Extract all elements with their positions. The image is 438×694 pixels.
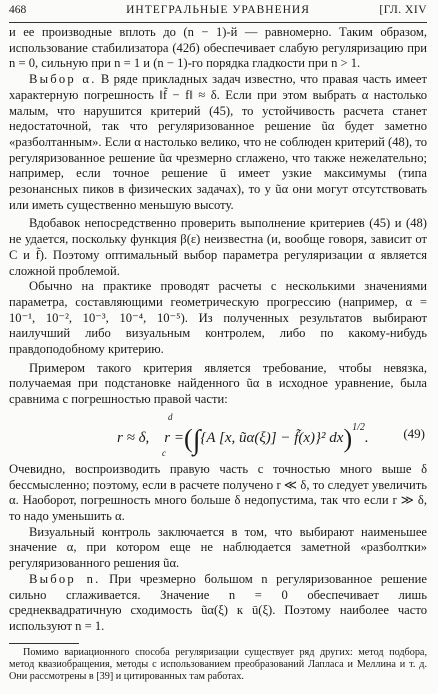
equation-49 xyxy=(9,408,427,462)
integral-lower-limit: c xyxy=(162,447,166,458)
paragraph-practice: Обычно на практике проводят расчеты с несколькими значениями параметра, составляющими геометрическую прогрессию (например, α = 10⁻¹, 10⁻², 10⁻³, 10⁻⁴, 10⁻⁵). Из полученных результатов выбирают наилучший либо визуальным контролем, либо по какому-нибудь правдоподобному критерию. xyxy=(9,279,427,357)
equation-r: r = xyxy=(164,429,185,446)
equation-formula: r ≈ δ, r =(∫{A [x, ũα(ξ)] − f̃(x)}² dx)$^{1/2}$. xyxy=(117,421,369,456)
equation-lhs: r ≈ δ, xyxy=(117,429,150,446)
footnote-rule xyxy=(9,643,79,644)
running-title: ИНТЕГРАЛЬНЫЕ УРАВНЕНИЯ xyxy=(126,4,310,16)
equation-integrand: {A [x, ũα(ξ)] − f̃(x)}² dx xyxy=(200,429,344,446)
equation-number: (49) xyxy=(403,425,425,441)
paragraph-n-choice xyxy=(9,572,427,635)
paragraph-obviously: Очевидно, воспроизводить правую часть с точностью много выше δ бессмысленно; поэтому, если в расчете получено r ≪ δ, то следует увеличить α. Наоборот, погрешность много больше δ недопустима, так что если r ≫ δ, то надо уменьшить α. xyxy=(9,461,427,523)
header-rule xyxy=(9,22,427,23)
paragraph-visual-control: Визуальный контроль заключается в том, что выбирают наименьшее значение α, при котором еще не наблюдается заметной «разболтки» регуляризованного решения ũα. xyxy=(9,524,427,571)
page-number: 468 xyxy=(9,4,27,16)
equation-end: . xyxy=(364,429,369,446)
paragraph-alpha-text: В ряде прикладных задач известно, что правая часть имеет характерную погрешность ‖f̃ − f‖ ≈ δ. Если при этом выбрать α настолько малым, что нарушится критерий (45), то устойчивость расчета станет недостаточной, так что регуляризованное решение ũα будет заметно «разболтанным». Если α настолько велико, что не соблюден критерий (48), то регуляризованное решение ũα чрезмерно сглажено, что также нежелательно; например, если точное решение ū имеет узкие максимумы (типа резонансных пиков в физических задачах), то у ũα они могут отсутствовать или иметь существенно меньшую высоту. xyxy=(9,72,428,212)
page-header xyxy=(9,4,427,22)
section-label-n: Выбор n. xyxy=(29,571,101,586)
integral-upper-limit: d xyxy=(168,411,173,422)
paragraph-residual: Примером такого критерия является требование, чтобы невязка, получаемая при подстановке найденного ũα в исходное уравнение, была сравнима с погрешностью правой части: xyxy=(9,360,427,407)
footnote: Помимо вариационного способа регуляризации существует ряд других: метод подбора, метод квазиобращения, методы с использованием преобразований Лапласа и Меллина и т. д. Они рассмотрены в [39] и цитированных там работах. xyxy=(9,646,427,683)
paragraph-n-text: При чрезмерно большом n регуляризованное решение сильно сглаживается. Значение n = 0 обеспечивает лишь среднеквадратичную сходимость ũα(ξ) к ū(ξ). Поэтому наиболее часто используют n = 1. xyxy=(9,571,427,633)
section-label-alpha: Выбор α. xyxy=(29,72,97,87)
paragraph-criteria: Вдобавок непосредственно проверить выполнение критериев (45) и (48) не удается, поскольку функция β(ε) неизвестна (и, вообще говоря, зависит от C и f̃). Поэтому оптимальный выбор параметра регуляризации α является сложной проблемой. xyxy=(9,216,427,278)
chapter-label: [ГЛ. XIV xyxy=(379,4,427,16)
paragraph-continuation: и ее производные вплоть до (n − 1)-й — равномерно. Таким образом, использование стабилизатора (42б) обеспечивает слабую регуляризацию при n = 0, сильную при n = 1 и (n − 1)-го порядка гладкости при n > 1. xyxy=(9,25,427,71)
equation-power: 1/2 xyxy=(352,421,365,433)
paragraph-alpha-choice xyxy=(9,72,427,213)
